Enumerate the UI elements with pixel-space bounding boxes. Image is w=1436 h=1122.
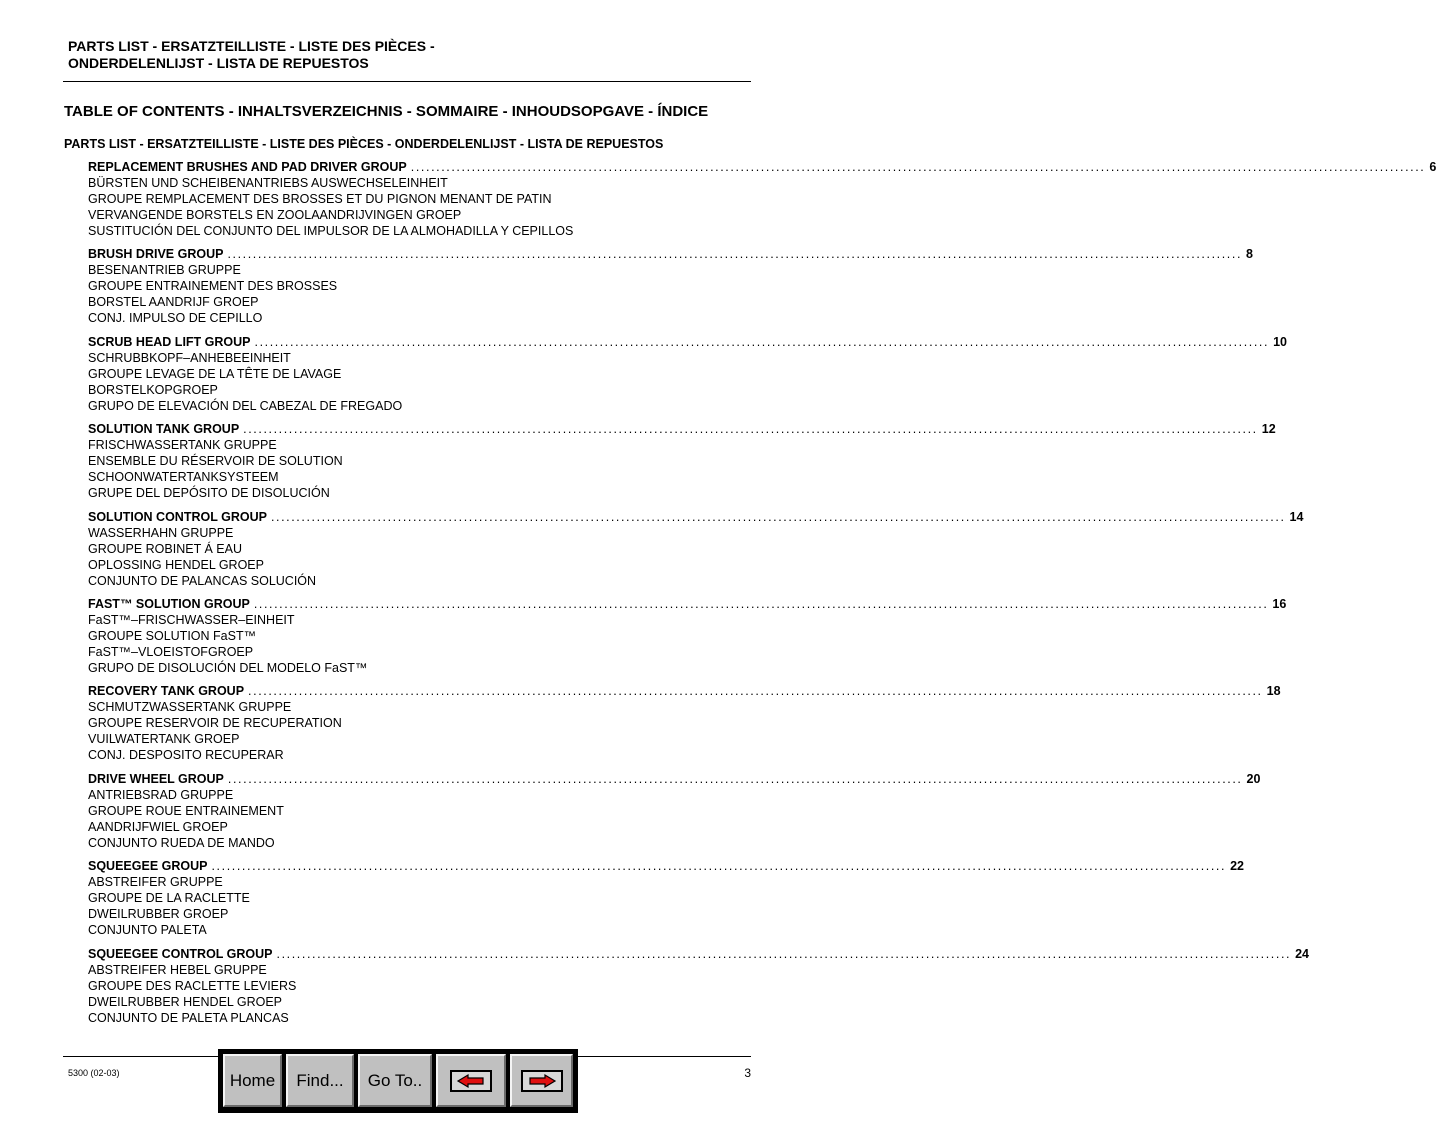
toc-translation-line: ANTRIEBSRAD GRUPPE — [88, 787, 234, 802]
arrow-right-icon — [521, 1070, 563, 1092]
toc-page-number: 14 — [1289, 509, 1304, 524]
toc-group-title: FAST™ SOLUTION GROUP — [88, 596, 250, 611]
toc-group — [88, 509, 1304, 596]
toc-group — [88, 334, 1287, 421]
toc-group-heading[interactable] — [88, 334, 1287, 350]
toc-page-number: 8 — [1246, 247, 1253, 262]
toc-page-number: 12 — [1261, 422, 1276, 437]
toc-translation-line: BÜRSTEN UND SCHEIBENANTRIEBS AUSWECHSELEINHEIT — [88, 176, 448, 190]
toc-translation-line: VUILWATERTANK GROEP — [88, 732, 240, 747]
toc-group-title: DRIVE WHEEL GROUP — [88, 771, 224, 786]
page-number: 3 — [744, 1066, 751, 1080]
toc-translation-line: BESENANTRIEB GRUPPE — [88, 263, 241, 278]
toc-group-heading[interactable] — [88, 596, 1287, 612]
toc-translation-line: GROUPE REMPLACEMENT DES BROSSES ET DU PIGNON MENANT DE PATIN — [88, 192, 552, 206]
navigation-bar — [218, 1049, 578, 1113]
toc-group-heading[interactable] — [88, 159, 1436, 175]
toc-group-title: SOLUTION TANK GROUP — [88, 422, 240, 437]
toc-translation-line: CONJ. IMPULSO DE CEPILLO — [88, 311, 263, 326]
toc-translation-line: CONJUNTO DE PALANCAS SOLUCIÓN — [88, 573, 317, 588]
previous-page-button[interactable] — [436, 1054, 506, 1107]
document-code: 5300 (02-03) — [68, 1068, 120, 1078]
toc-translation-line: SCHOONWATERTANKSYSTEEM — [88, 470, 279, 485]
toc-translation-line: GRUPO DE DISOLUCIÓN DEL MODELO FaST™ — [88, 660, 368, 675]
dot-leader: ........................................................................................................................................................................................................ — [410, 160, 1426, 174]
toc-translation-line: GROUPE DE LA RACLETTE — [88, 891, 250, 906]
toc-title: TABLE OF CONTENTS - INHALTSVERZEICHNIS - SOMMAIRE - INHOUDSOPGAVE - ÍNDICE — [64, 103, 709, 120]
toc-translation-line: DWEILRUBBER HENDEL GROEP — [88, 994, 283, 1009]
toc-translation-line: GRUPO DE ELEVACIÓN DEL CABEZAL DE FREGADO — [88, 398, 403, 413]
dot-leader: ........................................................................................................................................................................................................ — [248, 684, 1263, 699]
toc-translation-line: SCHMUTZWASSERTANK GRUPPE — [88, 700, 292, 715]
toc-page-number: 10 — [1273, 334, 1287, 349]
toc-translation-line: AANDRIJFWIEL GROEP — [88, 819, 228, 834]
toc-translation-line: ENSEMBLE DU RÉSERVOIR DE SOLUTION — [88, 454, 343, 469]
toc-translation-line: GROUPE ROUE ENTRAINEMENT — [88, 803, 284, 818]
dot-leader: ........................................................................................................................................................................................................ — [276, 946, 1292, 961]
page-header — [68, 38, 748, 72]
toc-translation-line: FaST™–VLOEISTOFGROEP — [88, 644, 254, 659]
toc-group-title: RECOVERY TANK GROUP — [88, 684, 245, 699]
header-line-1: PARTS LIST - ERSATZTEILLISTE - LISTE DES PIÈCES - — [68, 38, 435, 54]
toc-translation-line: CONJUNTO DE PALETA PLANCAS — [88, 1010, 289, 1025]
toc-group — [88, 596, 1287, 683]
toc-page-number: 24 — [1295, 946, 1310, 961]
toc-group-title: SCRUB HEAD LIFT GROUP — [88, 334, 251, 349]
toc-translation-line: OPLOSSING HENDEL GROEP — [88, 557, 264, 572]
dot-leader: ........................................................................................................................................................................................................ — [243, 422, 1258, 437]
toc-group-heading[interactable] — [88, 246, 1253, 262]
toc-translation-line: GROUPE ROBINET Á EAU — [88, 541, 242, 556]
home-button[interactable]: Home — [223, 1054, 282, 1107]
toc-group-title: REPLACEMENT BRUSHES AND PAD DRIVER GROUP — [88, 160, 407, 174]
toc-group-heading[interactable] — [88, 946, 1310, 962]
dot-leader: ........................................................................................................................................................................................................ — [227, 247, 1243, 262]
toc-translation-line: BORSTELKOPGROEP — [88, 382, 218, 397]
toc-translation-line: ABSTREIFER HEBEL GRUPPE — [88, 962, 267, 977]
toc-page-number: 20 — [1246, 771, 1261, 786]
arrow-left-icon — [450, 1070, 492, 1092]
header-line-2: ONDERDELENLIJST - LISTA DE REPUESTOS — [68, 55, 369, 71]
toc-translation-line: SUSTITUCIÓN DEL CONJUNTO DEL IMPULSOR DE LA ALMOHADILLA Y CEPILLOS — [88, 224, 574, 238]
toc-group-heading[interactable] — [88, 858, 1244, 874]
toc-translation-line: CONJUNTO PALETA — [88, 923, 207, 938]
dot-leader: ........................................................................................................................................................................................................ — [270, 509, 1286, 524]
toc-translation-line: VERVANGENDE BORSTELS EN ZOOLAANDRIJVINGEN GROEP — [88, 208, 462, 222]
toc-subtitle: PARTS LIST - ERSATZTEILLISTE - LISTE DES PIÈCES - ONDERDELENLIJST - LISTA DE REPUESTOS — [64, 137, 664, 151]
toc-translation-line: CONJ. DESPOSITO RECUPERAR — [88, 748, 284, 763]
toc-list — [88, 159, 1436, 1033]
header-divider — [63, 81, 751, 82]
toc-group-title: BRUSH DRIVE GROUP — [88, 247, 224, 262]
goto-button[interactable]: Go To.. — [358, 1054, 432, 1107]
toc-group-heading[interactable] — [88, 683, 1281, 699]
toc-page-number: 18 — [1266, 684, 1281, 699]
toc-group — [88, 858, 1244, 945]
dot-leader: ........................................................................................................................................................................................................ — [211, 859, 1227, 874]
toc-page-number: 6 — [1429, 160, 1436, 174]
toc-translation-line: CONJUNTO RUEDA DE MANDO — [88, 835, 275, 850]
toc-translation-line: FaST™–FRISCHWASSER–EINHEIT — [88, 612, 295, 627]
toc-translation-line: GROUPE RESERVOIR DE RECUPERATION — [88, 716, 342, 731]
toc-translation-line: BORSTEL AANDRIJF GROEP — [88, 295, 259, 310]
toc-group — [88, 159, 1436, 246]
toc-group-title: SOLUTION CONTROL GROUP — [88, 509, 267, 524]
toc-group-title: SQUEEGEE CONTROL GROUP — [88, 946, 273, 961]
next-page-button[interactable] — [510, 1054, 573, 1107]
toc-group — [88, 771, 1261, 858]
toc-translation-line: FRISCHWASSERTANK GRUPPE — [88, 438, 277, 453]
find-button[interactable]: Find... — [286, 1054, 354, 1107]
dot-leader: ........................................................................................................................................................................................................ — [227, 771, 1243, 786]
toc-group-heading[interactable] — [88, 509, 1304, 525]
toc-group-heading[interactable] — [88, 421, 1276, 437]
toc-translation-line: ABSTREIFER GRUPPE — [88, 875, 223, 890]
toc-group — [88, 946, 1310, 1033]
toc-group — [88, 246, 1253, 333]
toc-translation-line: GROUPE LEVAGE DE LA TÊTE DE LAVAGE — [88, 366, 342, 381]
toc-translation-line: GROUPE SOLUTION FaST™ — [88, 628, 257, 643]
toc-translation-line: DWEILRUBBER GROEP — [88, 907, 229, 922]
toc-group — [88, 421, 1276, 508]
dot-leader: ........................................................................................................................................................................................................ — [254, 334, 1270, 349]
toc-translation-line: SCHRUBBKOPF–ANHEBEEINHEIT — [88, 350, 291, 365]
toc-group — [88, 683, 1281, 770]
dot-leader: ........................................................................................................................................................................................................ — [253, 596, 1269, 611]
toc-translation-line: GROUPE ENTRAINEMENT DES BROSSES — [88, 279, 338, 294]
toc-group-heading[interactable] — [88, 771, 1261, 787]
toc-translation-line: GROUPE DES RACLETTE LEVIERS — [88, 978, 297, 993]
toc-page-number: 16 — [1272, 596, 1287, 611]
toc-group-title: SQUEEGEE GROUP — [88, 859, 208, 874]
toc-translation-line: WASSERHAHN GRUPPE — [88, 525, 234, 540]
toc-translation-line: GRUPE DEL DEPÓSITO DE DISOLUCIÓN — [88, 486, 330, 501]
toc-page-number: 22 — [1230, 859, 1244, 874]
